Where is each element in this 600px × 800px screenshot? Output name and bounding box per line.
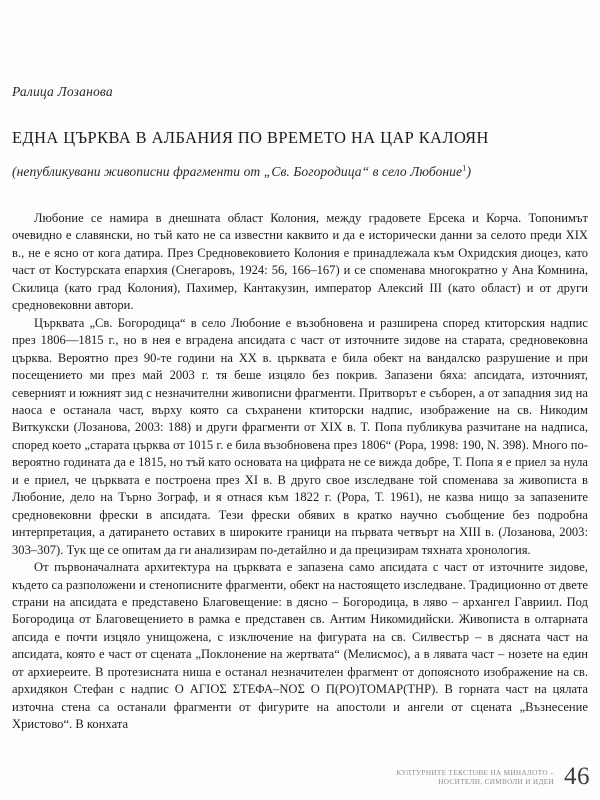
page-title: ЕДНА ЦЪРКВА В АЛБАНИЯ ПО ВРЕМЕТО НА ЦАР КАЛОЯН — [12, 128, 489, 147]
page-number: 46 — [564, 763, 590, 790]
subtitle — [12, 164, 588, 180]
page-content — [12, 0, 588, 800]
body-text — [12, 210, 588, 734]
paragraph: Църквата „Св. Богородица“ в село Любоние е възобновена и разширена според ктиторския надпис през 1806––1815 г., но в нея е вградена апсидата с част от източните зидове на старата, средновековна църква. Вероятно през 90-те години на ХХ в. църквата е била обект на вандалско разрушение и при посещението ми през май 2003 г. тя беше изцяло без покрив. Запазени бяха: апсидата, източният, северният и южният зид с незначителни живописни фрагменти. Притворът е съборен, а от западния зид на наоса е останала част, върху която са съхранени ктиторски надпис, изображение на св. Никодим Виткукски (Лозанова, 2003: 188) и други фрагменти от XIX в. Т. Попа публикува разчитане на надписа, според което „старата църква от 1015 г. е била възобновена през 1806“ (Рора, 1998: 190, N. 398). Много по-вероятно годината да е 1815, но тъй като основата на цифрата не се вижда добре, Т. Попа я е приел за нула и е приел, че църквата е построена през XI в. В друго свое изследване той споменава за живописта в Любоние, дело на Търно Зограф, и я отнася към 1822 г. (Рора, Т. 1961), не казва нищо за запазените средновековни фрески в апсидата. Тези фрески обявих в кратко научно съобщение без подробна интерпретация, а датирането оставих в широките граници на първата четвърт на XIII в. (Лозанова, 2003: 303–307). Тук ще се опитам да ги анализирам по-детайлно и да прецизирам тяхната хронология. — [12, 315, 588, 557]
footnote-marker: 1 — [462, 162, 467, 173]
paragraph: Любоние се намира в днешната област Колония, между градовете Ерсека и Корча. Топонимът очевидно е славянски, но тъй като не са известни каквито и да е исторически данни за селото преди XIX в., не е ясно от кога датира. През Средновековието Колония е принадлежала към Охридския диоцез, като част от Костурската епархия (Снегаровъ, 1924: 56, 166–167) и се споменава многократно у Ана Комнина, Скилица (като град Колония), Пахимер, Кантакузин, император Алексий III (като област) и от други средновековни автори. — [12, 211, 588, 313]
collection-title-line-2: НОСИТЕЛИ, СИМВОЛИ И ИДЕИ — [438, 778, 554, 787]
title-block — [12, 128, 588, 180]
subtitle-closing-paren: ) — [466, 163, 472, 179]
collection-title-line-1: КУЛТУРНИТЕ ТЕКСТОВЕ НА МИНАЛОТО – — [396, 768, 554, 777]
paragraph: От първоначалната архитектура на църквата е запазена само апсидата с част от източните зидове, където са разположени и стенописните фрагменти, обект на настоящето изследване. Традиционно от двете страни на апсидата е представено Благовещение: в дясно – Богородица, в ляво – архангел Гавриил. Под Богородица от Благовещението в рамка е представен св. Антим Никомидийски. Живописта в олтарната апсида е почти изцяло унищожена, с изключение на фигурата на св. Силвестър – в дясната част на апсидата, която е част от сцената „Поклонение на жертвата“ (Мелисмос), а в лявата част – нозете на един от архиереите. В протезисната ниша е останал незначителен фрагмент от допоясното изображение на св. архидякон Стефан с надпис О ΑΓΙΟΣ ΣΤΕΦΑ–ΝΟΣ Ο Π(ΡΟ)ΤΟΜΑΡ(ΤΗΡ). В горната част на цялата източна стена са останали фрагменти от фигурите на апостоли и ангели от сцената „Възнесение Христово“. В конхата — [12, 560, 588, 732]
collection-title — [396, 769, 554, 788]
author-byline: Ралица Лозанова — [12, 84, 113, 99]
subtitle-text: (непубликувани живописни фрагменти от „Св. Богородица“ в село Любоние — [12, 163, 463, 179]
page-footer — [396, 763, 590, 790]
